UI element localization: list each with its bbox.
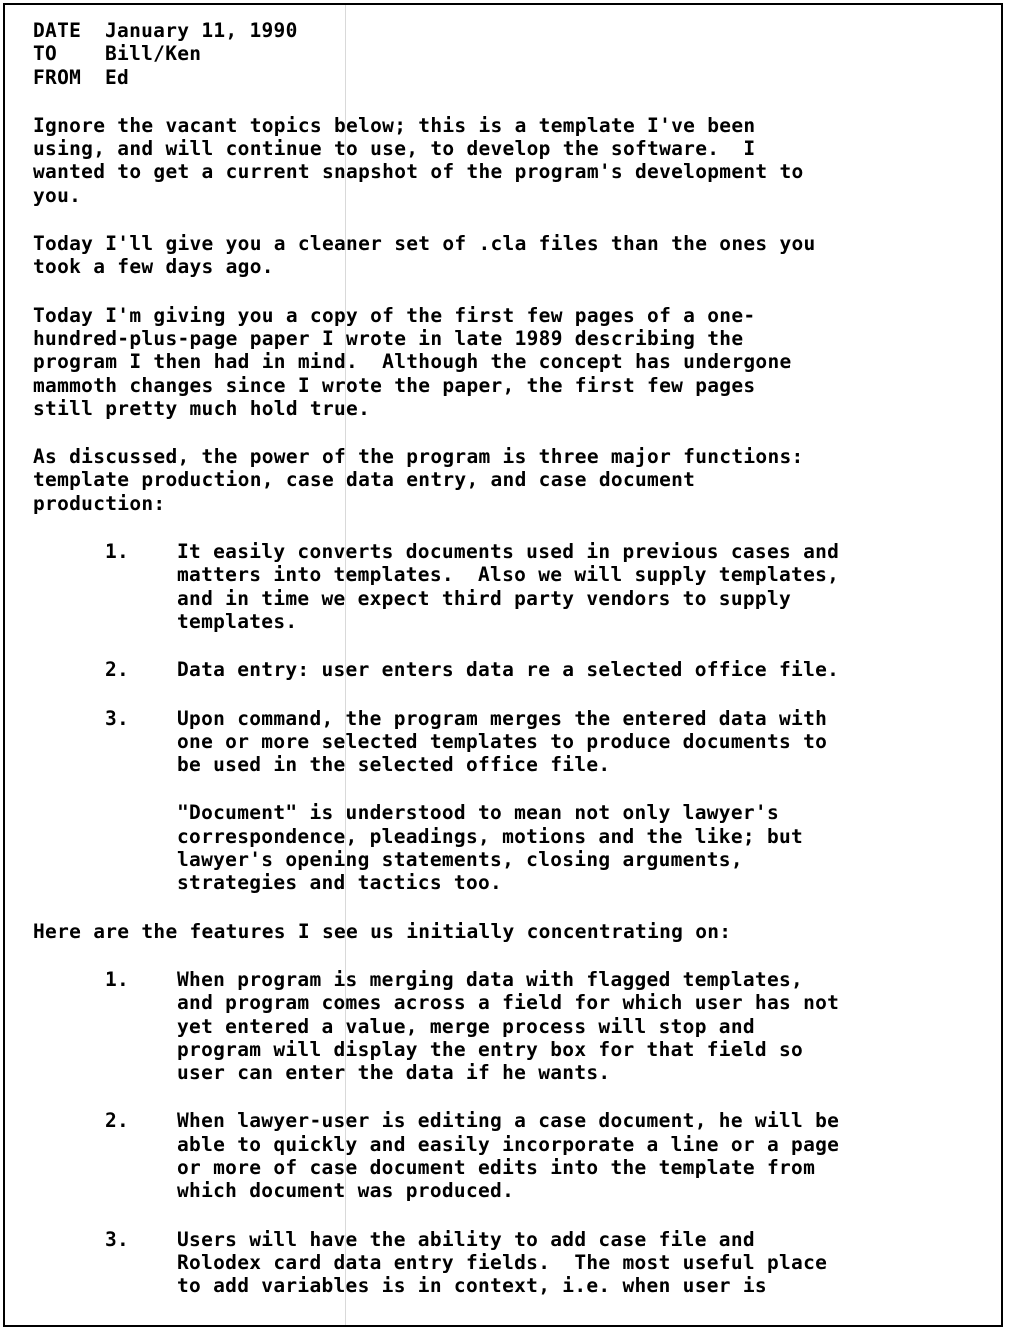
text-line: which document was produced. <box>177 1179 515 1203</box>
text-line: still pretty much hold true. <box>33 396 371 420</box>
text-line: or more of case document edits into the template from <box>177 1155 816 1179</box>
text-line: correspondence, pleadings, motions and the like; but <box>177 824 804 848</box>
text-line: Upon command, the program merges the entered data with <box>177 706 828 730</box>
memo-page <box>3 3 1003 1327</box>
item-number: 3. <box>105 706 130 730</box>
text-line: one or more selected templates to produce documents to <box>177 729 828 753</box>
text-line: able to quickly and easily incorporate a line or a page <box>177 1132 840 1156</box>
text-line: As discussed, the power of the program is three major functions: <box>33 445 804 469</box>
text-line: Rolodex card data entry fields. The most useful place <box>177 1250 828 1274</box>
paragraph-major-functions <box>33 445 983 515</box>
text-line: mammoth changes since I wrote the paper, the first few pages <box>33 373 756 397</box>
text-line: user can enter the data if he wants. <box>177 1061 611 1085</box>
paragraph-cla-files <box>33 232 983 279</box>
from-row <box>33 66 983 89</box>
date-label: DATE <box>33 19 82 42</box>
paragraph-paper-copy <box>33 304 983 420</box>
memo-content <box>33 19 983 1297</box>
item-number: 2. <box>105 658 130 682</box>
features-intro: Here are the features I see us initially concentrating on: <box>33 919 732 943</box>
function-item-1 <box>105 540 983 633</box>
function-item-3 <box>105 707 983 777</box>
text-line: Data entry: user enters data re a selected office file. <box>177 658 840 682</box>
to-label: TO <box>33 42 58 66</box>
feature-item-3 <box>105 1228 983 1298</box>
from-label: FROM <box>33 65 82 89</box>
feature-item-1 <box>105 968 983 1084</box>
text-line: Today I'm giving you a copy of the first few pages of a one- <box>33 303 756 327</box>
text-line: strategies and tactics too. <box>177 871 503 895</box>
text-line: and in time we expect third party vendors to supply <box>177 586 792 610</box>
date-row <box>33 19 983 42</box>
text-line: Ignore the vacant topics below; this is a template I've been <box>33 113 756 137</box>
text-line: and program comes across a field for which user has not <box>177 991 840 1015</box>
text-line: be used in the selected office file. <box>177 753 611 777</box>
item-number: 3. <box>105 1227 130 1251</box>
text-line: to add variables is in context, i.e. when user is <box>177 1274 767 1298</box>
text-line: yet entered a value, merge process will stop and <box>177 1014 755 1038</box>
text-line: took a few days ago. <box>33 255 274 279</box>
text-line: lawyer's opening statements, closing arguments, <box>177 848 743 872</box>
text-line: It easily converts documents used in previous cases and <box>177 540 840 564</box>
paragraph-template-note <box>33 114 983 207</box>
function-item-2 <box>105 658 983 681</box>
text-line: hundred-plus-page paper I wrote in late 1989 describing the <box>33 326 744 350</box>
feature-item-2 <box>105 1109 983 1202</box>
text-line: wanted to get a current snapshot of the program's development to <box>33 160 804 184</box>
text-line: Users will have the ability to add case file and <box>177 1227 755 1251</box>
text-line: program I then had in mind. Although the concept has undergone <box>33 350 792 374</box>
text-line: production: <box>33 491 166 515</box>
document-definition-note <box>177 801 983 894</box>
item-number: 2. <box>105 1109 130 1133</box>
text-line: template production, case data entry, and case document <box>33 468 696 492</box>
text-line: Today I'll give you a cleaner set of .cla files than the ones you <box>33 232 816 256</box>
to-value: Bill/Ken <box>105 42 202 66</box>
text-line: using, and will continue to use, to develop the software. I <box>33 137 756 161</box>
text-line: program will display the entry box for that field so <box>177 1037 804 1061</box>
to-row <box>33 42 983 65</box>
memo-header <box>33 19 983 89</box>
text-line: you. <box>33 183 82 207</box>
text-line: When program is merging data with flagged templates, <box>177 967 804 991</box>
text-line: When lawyer-user is editing a case document, he will be <box>177 1109 840 1133</box>
text-line: templates. <box>177 609 298 633</box>
item-number: 1. <box>105 967 130 991</box>
date-value: January 11, 1990 <box>105 19 298 42</box>
item-number: 1. <box>105 540 130 564</box>
text-line: matters into templates. Also we will supply templates, <box>177 563 840 587</box>
text-line: "Document" is understood to mean not only lawyer's <box>177 801 779 825</box>
from-value: Ed <box>105 65 130 89</box>
